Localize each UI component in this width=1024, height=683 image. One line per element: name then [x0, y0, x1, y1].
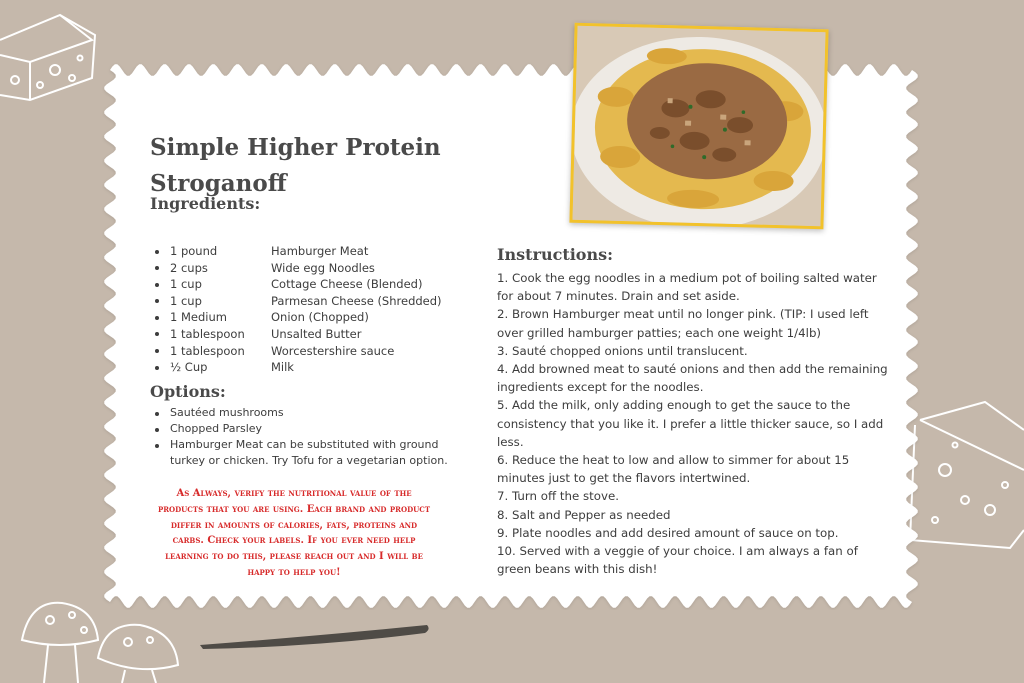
mushroom-icon [22, 603, 178, 683]
ingredient-quantity: 2 cups [170, 260, 208, 275]
ingredient-quantity: 1 tablespoon [170, 343, 245, 358]
ingredient-quantity: 1 pound [170, 244, 218, 258]
ingredient-item [150, 243, 470, 260]
instructions-list [497, 269, 892, 578]
ingredient-item [150, 293, 470, 310]
recipe-title: Simple Higher Protein Stroganoff [150, 134, 441, 197]
instruction-step: 2. Brown Hamburger meat until no longer pink. (TIP: I used left over grilled hamburger patties; each one weight 1/4lb) [497, 307, 869, 340]
ingredient-quantity: ½ Cup [170, 360, 208, 375]
option-item: Chopped Parsley [150, 421, 450, 437]
ingredient-name: Wide egg Noodles [271, 260, 375, 275]
instruction-step: 9. Plate noodles and add desired amount of sauce on top. [497, 525, 839, 540]
ingredient-quantity: 1 Medium [170, 310, 227, 325]
ingredient-item [150, 343, 470, 360]
ingredient-name: Onion (Chopped) [271, 310, 369, 325]
cheese-icon [910, 402, 1024, 548]
options-list [150, 405, 450, 469]
instruction-step: 5. Add the milk, only adding enough to get the sauce to the consistency that you like it. I prefer a little thicker sauce, so I add less. [497, 398, 884, 449]
ingredient-quantity: 1 cup [170, 277, 202, 292]
ingredient-name: Parmesan Cheese (Shredded) [271, 293, 442, 308]
ingredients-list [150, 243, 470, 376]
instruction-step: 6. Reduce the heat to low and allow to simmer for about 15 minutes just to get the flavors intertwined. [497, 453, 850, 486]
ingredient-item [150, 309, 470, 326]
ingredient-name: Milk [271, 360, 294, 375]
option-item: Sautéed mushrooms [150, 405, 450, 421]
options-heading: Options: [150, 382, 226, 401]
instruction-step: 1. Cook the egg noodles in a medium pot of boiling salted water for about 7 minutes. Drain and set aside. [497, 271, 877, 304]
knife-icon [195, 615, 435, 655]
ingredient-item [150, 276, 470, 293]
ingredients-heading: Ingredients: [150, 194, 261, 213]
ingredient-item [150, 260, 470, 277]
instructions-heading: Instructions: [497, 245, 614, 264]
instruction-step: 4. Add browned meat to sauté onions and then add the remaining ingredients except for the noodles. [497, 362, 888, 395]
ingredient-name: Unsalted Butter [271, 326, 362, 341]
instruction-step: 8. Salt and Pepper as needed [497, 507, 671, 522]
ingredient-name: Cottage Cheese (Blended) [271, 277, 423, 292]
ingredient-item [150, 359, 470, 376]
instruction-step: 7. Turn off the stove. [497, 489, 619, 504]
stroganoff-photo [569, 23, 828, 230]
ingredient-name: Hamburger Meat [271, 244, 369, 258]
nutrition-warning: As Always, verify the nutritional value of the products that you are using. Each brand and product differ in amounts of calories, fats, proteins and carbs. Check your labels. If you ever need help learning to do this, please reach out and I will be happy to help you! [157, 488, 431, 578]
ingredient-item [150, 326, 470, 343]
ingredient-quantity: 1 tablespoon [170, 326, 245, 341]
instruction-step: 10. Served with a veggie of your choice. I am always a fan of green beans with this dish! [497, 544, 858, 577]
cheese-icon [0, 15, 95, 100]
instruction-step: 3. Sauté chopped onions until translucent. [497, 343, 748, 358]
ingredient-name: Worcestershire sauce [271, 343, 395, 358]
option-item: Hamburger Meat can be substituted with ground turkey or chicken. Try Tofu for a vegetarian option. [150, 437, 450, 469]
ingredient-quantity: 1 cup [170, 293, 202, 308]
